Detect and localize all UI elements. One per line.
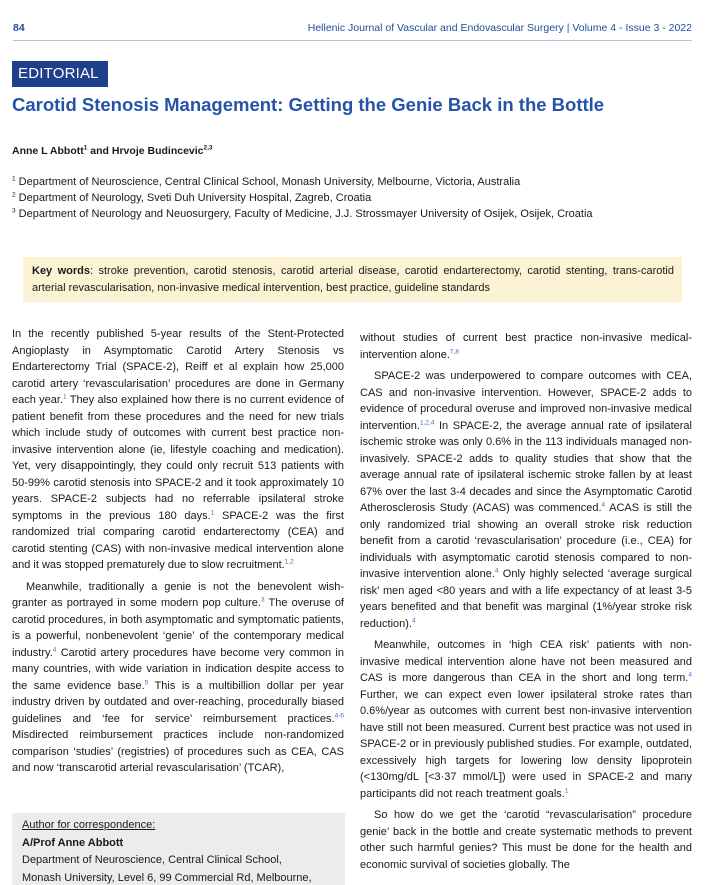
body-paragraph bbox=[360, 637, 692, 802]
affiliation-number: 1 bbox=[12, 175, 16, 183]
author-name: Hrvoje Budincevic bbox=[111, 145, 204, 157]
journal-header: Hellenic Journal of Vascular and Endovascular Surgery | Volume 4 - Issue 3 - 2022 bbox=[307, 22, 692, 34]
citation: 4 bbox=[688, 671, 692, 679]
affiliation-number: 3 bbox=[12, 207, 16, 215]
citation: 7,8 bbox=[449, 347, 459, 355]
body-text: In SPACE-2, the average annual rate of ipsilateral ischemic stroke was only 0.6% in the 113 individuals managed non-invasively. SPACE-2 adds to quality studies that show that the average annual rate of ipsilateral ischemic stroke fallen by at least 67% over the last 3-4 decades and since the Asymptomatic Carotid Atherosclerosis Study (ACAS) was commenced. bbox=[360, 419, 692, 514]
body-text: without studies of current best practice non-invasive medical-intervention alone. bbox=[360, 332, 692, 361]
correspondence-address-line: Monash University, Level 6, 99 Commercial Rd, Melbourne, bbox=[22, 871, 312, 884]
citation: 1 bbox=[63, 393, 67, 401]
body-text: SPACE-2 was underpowered to compare outcomes with CEA, CAS and non-invasive intervention. However, SPACE-2 adds to evidence of procedural overuse and improved non-invasive medical intervention. bbox=[360, 370, 692, 432]
body-text: The overuse of carotid procedures, in both asymptomatic and symptomatic patients, is a powerful, nonbenevolent ‘genie’ of the contemporary medical industry. bbox=[12, 597, 344, 659]
author-conjunction: and bbox=[87, 145, 112, 157]
keywords-label: Key words bbox=[32, 265, 90, 277]
header-divider bbox=[13, 40, 692, 41]
body-paragraph bbox=[360, 368, 692, 632]
citation: 1,2,4 bbox=[419, 418, 435, 426]
body-paragraph bbox=[360, 330, 692, 363]
affiliation-text: Department of Neuroscience, Central Clinical School, Monash University, Melbourne, Victoria, Australia bbox=[15, 176, 521, 188]
body-text: This is a multibillion dollar per year industry driven by outdated and over-reaching, procedurally biased guidelines and ‘fee for service’ reimbursement practices. bbox=[12, 679, 344, 725]
citation: 5 bbox=[144, 678, 149, 686]
body-text: ACAS is still the only randomized trial showing an overall stroke risk reduction benefit from a carotid ‘revascularisation’ procedure (i.e., CEA) for individuals with asymptomatic carotid stenosis compared to non-invasive intervention alone. bbox=[360, 502, 692, 580]
body-paragraph bbox=[12, 579, 344, 777]
author-affiliation-mark: 1 bbox=[83, 144, 88, 152]
body-paragraph bbox=[360, 807, 692, 873]
correspondence-name: A/Prof Anne Abbott bbox=[22, 836, 124, 849]
affiliation bbox=[12, 192, 371, 204]
body-text: They also explained how there is no current evidence of patient benefit from these procedures and the need for new trials which include study of outcomes with current best practice non-invasive intervention alone (ie, lifestyle coaching and medication). Yet, very disappointingly, they could only recruit 513 patients with 50-99% carotid stenosis into SPACE-2 and it took approximately 10 years. SPACE-2 subjects had no referrable ipsilateral stroke symptoms in the previous 180 days. bbox=[12, 394, 344, 522]
citation: 3 bbox=[260, 596, 265, 604]
body-text: SPACE-2 was the first randomized trial comparing carotid endarterectomy (CEA) and carotid stenting (CAS) with non-invasive medical intervention alone and it was stopped prematurely due to slow recruitment. bbox=[12, 509, 344, 571]
affiliation-text: Department of Neurology and Neuosurgery, Faculty of Medicine, J.J. Strossmayer University of Osijek, Osijek, Croatia bbox=[15, 208, 593, 220]
keywords-box bbox=[23, 257, 682, 302]
body-text: So how do we get the ‘carotid “revascularisation” procedure genie’ back in the bottle and create systematic methods to prevent other such harmful genies? This must be done for the health and economic survival of societies globally. The bbox=[360, 809, 692, 871]
article-title: Carotid Stenosis Management: Getting the Genie Back in the Bottle bbox=[12, 94, 605, 115]
citation: 4 bbox=[52, 645, 57, 653]
affiliation-number: 2 bbox=[12, 191, 16, 199]
citation: 1 bbox=[210, 508, 215, 516]
citation: 4-6 bbox=[334, 711, 344, 719]
body-text: Meanwhile, outcomes in ‘high CEA risk’ patients with non-invasive medical intervention alone have not been measured and CAS is more dangerous than CEA in the short and long term. bbox=[360, 639, 692, 684]
affiliation-text: Department of Neurology, Sveti Duh University Hospital, Zagreb, Croatia bbox=[15, 192, 372, 204]
citation: 1 bbox=[564, 786, 569, 794]
affiliation bbox=[12, 176, 520, 188]
citation: 4 bbox=[411, 616, 416, 624]
body-text: In the recently published 5-year results of the Stent-Protected Angioplasty in Asymptomatic Carotid Artery Stenosis vs Endarterectomy Trial (SPACE-2), Reiff et al explain how 25,000 carotid artery ‘revascularisation’ procedures are done in Germany each year. bbox=[12, 328, 344, 406]
article-type-tag: EDITORIAL bbox=[12, 61, 108, 87]
author-line bbox=[12, 145, 213, 157]
correspondence-box bbox=[12, 813, 345, 885]
body-paragraph bbox=[12, 326, 344, 574]
body-text: Further, we can expect even lower ipsilateral stroke rates than 0.6%/year as outcomes with current best non-invasive intervention have still not been measured. Current best practice was not used in SPACE-2 or in previously published studies. For example, outdated, excessively high targets for lowering low density lipoprotein (<130mg/dL [<3·37 mmol/L]) were used in SPACE-2 and many participants did not reach treatment goals. bbox=[360, 688, 692, 800]
correspondence-address-line: Department of Neuroscience, Central Clinical School, bbox=[22, 854, 282, 866]
body-text: Only highly selected ‘average surgical risk’ men aged <80 years and with a life expectancy of at least 3-5 years benefited and that benefit was marginal (1%/year stroke risk reduction). bbox=[360, 568, 692, 630]
affiliation bbox=[12, 208, 593, 220]
page-number: 84 bbox=[13, 22, 25, 34]
body-column-right bbox=[360, 330, 692, 873]
citation: 1,2 bbox=[284, 558, 294, 566]
body-text: Carotid artery procedures have become very common in many countries, with wide variation in indication despite access to the same evidence base. bbox=[12, 646, 344, 692]
body-text: Meanwhile, traditionally a genie is not the benevolent wish-granter as portrayed in some modern pop culture. bbox=[12, 580, 344, 609]
author-affiliation-mark: 2,3 bbox=[203, 144, 213, 152]
citation: 4 bbox=[494, 567, 499, 575]
correspondence-heading: Author for correspondence: bbox=[22, 819, 156, 831]
citation: 4 bbox=[601, 501, 606, 509]
body-text: Misdirected reimbursement practices include non-randomized comparison ‘studies’ (registries) of procedures such as CEA, CAS and now ‘transcarotid arterial revascularisation’ (TCAR), bbox=[12, 729, 344, 774]
body-column-left bbox=[12, 326, 344, 777]
author-name: Anne L Abbott bbox=[12, 145, 84, 157]
keywords-text: : stroke prevention, carotid stenosis, carotid arterial disease, carotid endarterectomy, carotid stenting, trans-carotid arterial revascularisation, non-invasive medical intervention, best practice, guideline standards bbox=[32, 265, 674, 294]
